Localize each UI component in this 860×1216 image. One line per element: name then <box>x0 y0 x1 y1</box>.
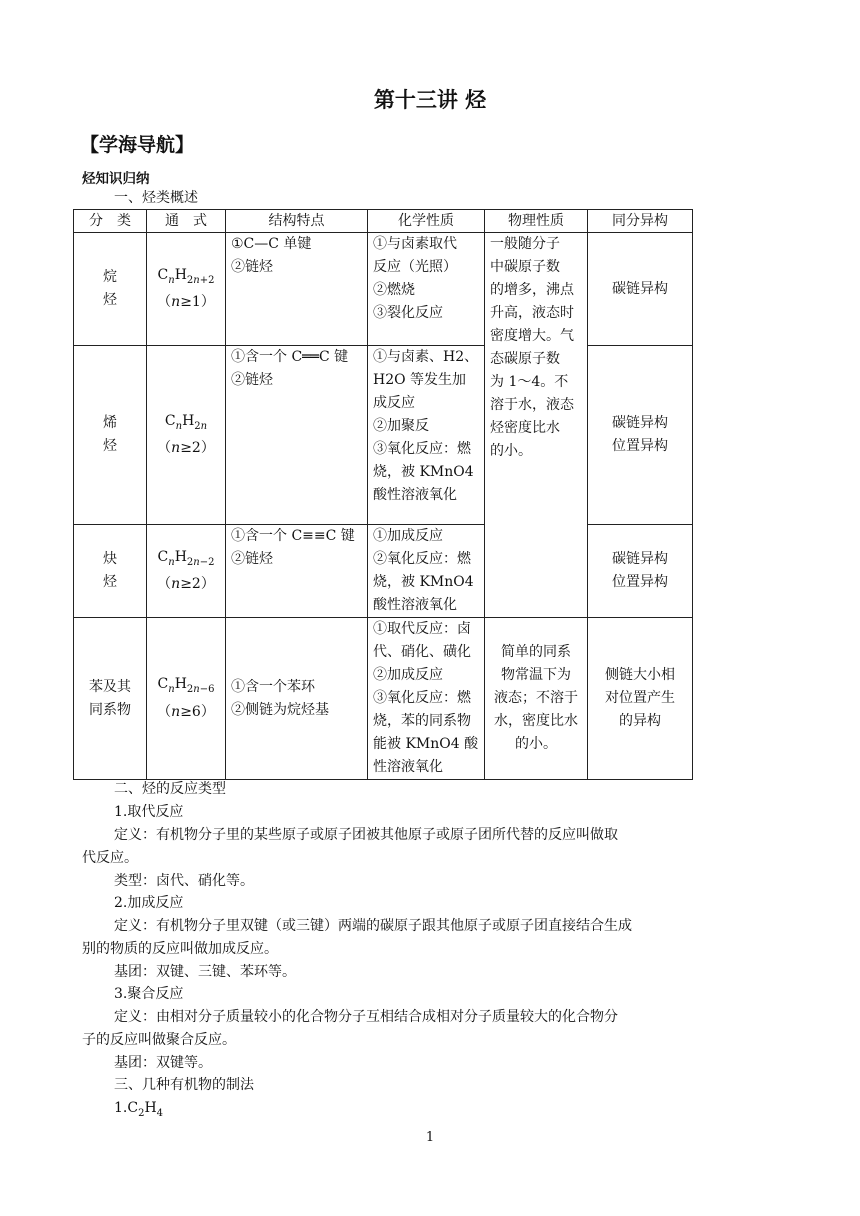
chemical-line: 酸性溶液氧化 <box>373 487 457 503</box>
isomer-cell <box>588 618 693 780</box>
chemical-line: 烧，被 KMnO4 <box>373 574 474 590</box>
header-formula: 通 式 <box>147 210 226 233</box>
structure-line: ②侧链为烷烃基 <box>231 701 329 718</box>
chemical-line: H2O 等发生加 <box>373 372 467 388</box>
category-line: 烃 <box>103 292 117 308</box>
body-line: 别的物质的反应叫做加成反应。 <box>82 941 278 957</box>
formula-condition: （n≥1） <box>157 294 215 311</box>
table-row <box>74 233 693 346</box>
chemical-line: ②加成反应 <box>373 667 443 683</box>
isomer-line: 碳链异构 <box>612 280 668 297</box>
structure-line: ①含一个苯环 <box>231 678 315 695</box>
physical-line: 水，密度比水 <box>494 713 578 729</box>
isomer-cell <box>588 525 693 618</box>
table-row <box>74 618 693 780</box>
category-cell <box>74 346 147 525</box>
formula-condition: （n≥2） <box>157 576 215 593</box>
page-number: 1 <box>425 1130 435 1145</box>
body-line: 定义：由相对分子质量较小的化合物分子互相结合成相对分子质量较大的化合物分 <box>114 1009 618 1025</box>
isomer-line: 碳链异构 <box>612 415 668 431</box>
chemical-line: 能被 KMnO4 酸 <box>373 736 479 752</box>
page-title: 第十三讲 烃 <box>373 88 487 112</box>
physical-line: 液态；不溶于 <box>494 690 578 706</box>
hydrocarbon-overview-table <box>73 209 693 780</box>
physical-line: 简单的同系 <box>501 644 571 660</box>
structure-line: ①含一个 C══C 键 <box>231 349 349 365</box>
header-category: 分 类 <box>74 210 147 233</box>
subsection-heading: 烃知识归纳 <box>82 171 150 187</box>
category-line: 烯 <box>103 415 117 431</box>
body-line: 二、烃的反应类型 <box>114 781 226 797</box>
table-row <box>74 346 693 525</box>
body-line: 类型：卤代、硝化等。 <box>114 873 254 889</box>
physical-line: 的小。 <box>515 736 557 752</box>
category-cell <box>74 233 147 346</box>
formula-line: $C_nH_{2n}$ <box>164 412 208 432</box>
body-line: 1.取代反应 <box>114 804 184 820</box>
chemical-line: ③氧化反应：燃 <box>373 441 471 457</box>
body-line: 基团：双键、三键、苯环等。 <box>114 964 296 980</box>
chemical-line: 代、硝化、磺化 <box>373 644 471 660</box>
structure-cell <box>226 618 368 780</box>
physical-line: 升高，液态时 <box>490 305 574 321</box>
formula-cell <box>147 233 226 346</box>
body-line: 定义：有机物分子里的某些原子或原子团被其他原子或原子团所代替的反应叫做取 <box>114 827 618 843</box>
chemical-line: 成反应 <box>373 395 415 411</box>
body-line: $1.C_2H_4$ <box>114 1100 164 1119</box>
table-row <box>74 525 693 618</box>
body-line: 子的反应叫做聚合反应。 <box>82 1032 236 1048</box>
physical-line: 为 1～4。不 <box>490 374 569 390</box>
structure-cell <box>226 346 368 525</box>
structure-line: ①含一个 C≡≡C 键 <box>231 528 355 544</box>
category-line: 炔 <box>103 551 117 567</box>
physical-line: 溶于水，液态 <box>490 397 574 413</box>
chemical-line: ①与卤素、H2、 <box>373 349 479 365</box>
formula-line: $C_nH_{2n-6}$ <box>157 676 215 695</box>
physical-line: 的小。 <box>490 443 532 459</box>
isomer-line: 位置异构 <box>612 574 668 590</box>
header-structure: 结构特点 <box>226 210 368 233</box>
category-line: 同系物 <box>89 701 131 718</box>
physical-line: 烃密度比水 <box>490 420 560 436</box>
part1-heading: 一、烃类概述 <box>114 190 198 206</box>
isomer-cell <box>588 233 693 346</box>
formula-cell <box>147 346 226 525</box>
category-cell <box>74 618 147 780</box>
formula-line: $C_nH_{2n+2}$ <box>157 266 215 286</box>
chemical-cell <box>368 525 485 618</box>
chemical-line: ③裂化反应 <box>373 305 443 321</box>
structure-line: ②链烃 <box>231 259 273 275</box>
physical-line: 中碳原子数 <box>490 259 560 275</box>
category-cell <box>74 525 147 618</box>
chemical-cell <box>368 233 485 346</box>
physical-line: 的增多，沸点 <box>490 282 574 298</box>
category-line: 烷 <box>103 269 117 285</box>
formula-condition: （n≥2） <box>157 440 215 457</box>
header-physical: 物理性质 <box>485 210 588 233</box>
category-line: 苯及其 <box>89 678 131 695</box>
chemical-line: ①取代反应：卤 <box>373 621 471 637</box>
body-line: 3.聚合反应 <box>114 986 184 1002</box>
isomer-line: 对位置产生 <box>605 690 675 706</box>
structure-line: ②链烃 <box>231 372 273 388</box>
body-line: 代反应。 <box>82 850 138 866</box>
body-line: 定义：有机物分子里双键（或三键）两端的碳原子跟其他原子或原子团直接结合生成 <box>114 918 632 934</box>
formula-line: $C_nH_{2n-2}$ <box>157 548 215 568</box>
chemical-line: 酸性溶液氧化 <box>373 597 457 613</box>
physical-line: 密度增大。气 <box>490 328 574 344</box>
chemical-cell <box>368 346 485 525</box>
chemical-line: ①与卤素取代 <box>373 236 457 252</box>
isomer-line: 侧链大小相 <box>605 667 675 683</box>
chemical-line: 性溶液氧化 <box>373 759 443 775</box>
structure-line: ②链烃 <box>231 551 273 567</box>
category-line: 烃 <box>103 574 117 590</box>
formula-condition: （n≥6） <box>157 703 215 720</box>
chemical-line: ③氧化反应：燃 <box>373 690 471 706</box>
chemical-line: ①加成反应 <box>373 528 443 544</box>
body-line: 基团：双键等。 <box>114 1055 212 1071</box>
isomer-line: 碳链异构 <box>612 551 668 567</box>
isomer-line: 位置异构 <box>612 438 668 454</box>
chemical-line: 烧，苯的同系物 <box>373 713 471 729</box>
section-heading: 【学海导航】 <box>80 134 195 156</box>
chemical-cell <box>368 618 485 780</box>
chemical-line: ②氧化反应：燃 <box>373 551 471 567</box>
shared-physical-cell <box>485 233 588 618</box>
header-chemical: 化学性质 <box>368 210 485 233</box>
isomer-cell <box>588 346 693 525</box>
chemical-line: ②燃烧 <box>373 282 415 298</box>
table-header-row <box>74 210 693 233</box>
formula-cell <box>147 618 226 780</box>
physical-line: 一般随分子 <box>490 236 560 252</box>
chemical-line: 烧，被 KMnO4 <box>373 464 474 480</box>
isomer-line: 的异构 <box>619 713 661 729</box>
header-isomer: 同分异构 <box>588 210 693 233</box>
chemical-line: 反应（光照） <box>373 259 457 275</box>
category-line: 烃 <box>103 438 117 454</box>
body-line: 2.加成反应 <box>114 895 184 911</box>
structure-cell <box>226 525 368 618</box>
physical-line: 物常温下为 <box>501 667 571 683</box>
physical-cell <box>485 618 588 780</box>
physical-line: 态碳原子数 <box>490 351 560 367</box>
structure-cell <box>226 233 368 346</box>
formula-cell <box>147 525 226 618</box>
body-line: 三、几种有机物的制法 <box>114 1077 254 1093</box>
structure-line: ①C—C 单键 <box>231 236 312 252</box>
chemical-line: ②加聚反 <box>373 418 429 434</box>
